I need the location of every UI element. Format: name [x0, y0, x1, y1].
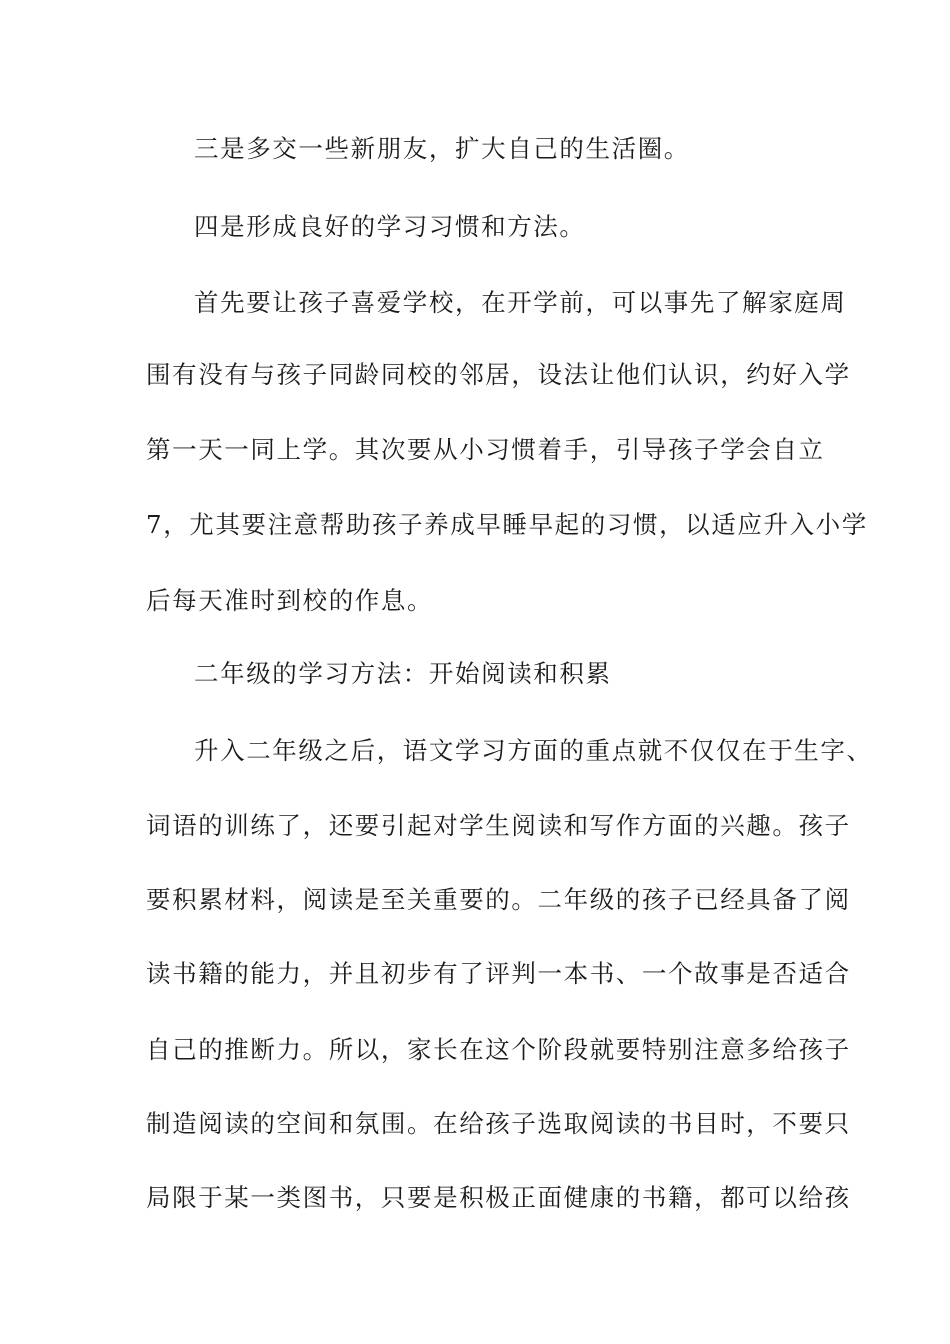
- section-heading: 二年级的学习方法：开始阅读和积累: [194, 659, 612, 688]
- paragraph-line: 制造阅读的空间和氛围。在给孩子选取阅读的书目时，不要只: [146, 1109, 851, 1138]
- paragraph-line: 后每天准时到校的作息。: [146, 586, 434, 615]
- paragraph-line: 自己的推断力。所以，家长在这个阶段就要特别注意多给孩子: [146, 1035, 851, 1064]
- paragraph-line: 三是多交一些新朋友，扩大自己的生活圈。: [194, 134, 690, 163]
- paragraph-line: 7，尤其要注意帮助孩子养成早睡早起的习惯，以适应升入小学: [146, 510, 868, 539]
- paragraph-line: 四是形成良好的学习习惯和方法。: [194, 212, 586, 241]
- paragraph-line: 首先要让孩子喜爱学校，在开学前，可以事先了解家庭周: [194, 288, 847, 317]
- paragraph-line: 升入二年级之后，语文学习方面的重点就不仅仅在于生字、: [194, 736, 873, 765]
- paragraph-line: 局限于某一类图书，只要是积极正面健康的书籍，都可以给孩: [146, 1183, 851, 1212]
- paragraph-line: 第一天一同上学。其次要从小习惯着手，引导孩子学会自立: [146, 435, 825, 464]
- paragraph-line: 读书籍的能力，并且初步有了评判一本书、一个故事是否适合: [146, 959, 851, 988]
- paragraph-line: 要积累材料，阅读是至关重要的。二年级的孩子已经具备了阅: [146, 885, 851, 914]
- paragraph-line: 词语的训练了，还要引起对学生阅读和写作方面的兴趣。孩子: [146, 811, 851, 840]
- paragraph-line: 围有没有与孩子同龄同校的邻居，设法让他们认识，约好入学: [146, 360, 851, 389]
